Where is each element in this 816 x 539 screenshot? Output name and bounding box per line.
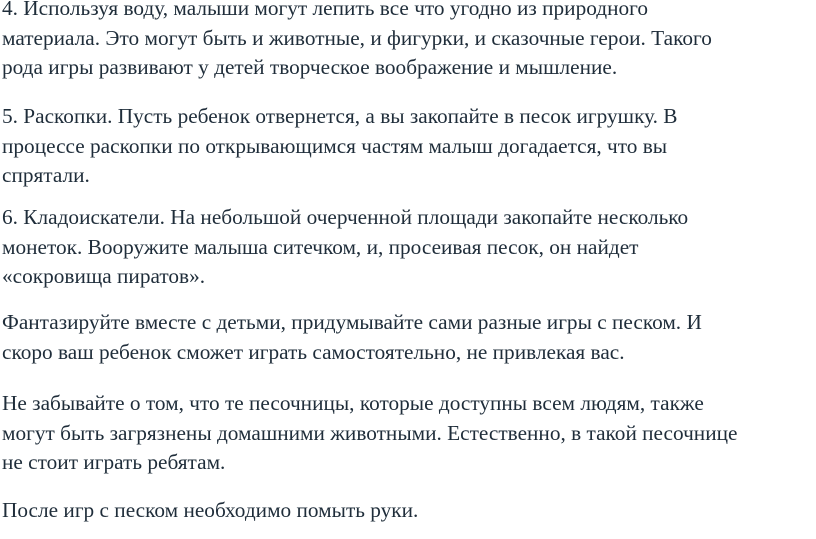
paragraph-line: 6. Кладоискатели. На небольшой очерченной площади закопайте несколько <box>2 205 689 229</box>
paragraph-sandbox-hygiene <box>2 389 737 478</box>
paragraph-treasure-hunters <box>2 203 688 292</box>
paragraph-line: спрятали. <box>2 163 90 187</box>
paragraph-excavations <box>2 102 678 191</box>
paragraph-line: монеток. Вооружите малыша ситечком, и, просеивая песок, он найдет <box>2 234 639 259</box>
paragraph-line: Фантазируйте вместе с детьми, придумывайте сами разные игры с песком. И <box>2 310 702 334</box>
paragraph-line: не стоит играть ребятам. <box>2 450 226 474</box>
paragraph-line: После игр с песком необходимо помыть руки. <box>2 498 419 522</box>
paragraph-line: процессе раскопки по открывающимся частям малыш догадается, что вы <box>2 133 668 158</box>
paragraph-line: 5. Раскопки. Пусть ребенок отвернется, а вы закопайте в песок игрушку. В <box>2 104 678 128</box>
paragraph-wash-hands <box>2 496 418 526</box>
paragraph-line: скоро ваш ребенок сможет играть самостоятельно, не привлекая вас. <box>2 339 625 364</box>
paragraph-line: материала. Это могут быть и животные, и фигурки, и сказочные герои. Такого <box>2 25 712 50</box>
paragraph-line: рода игры развивают у детей творческое воображение и мышление. <box>2 55 618 79</box>
paragraph-line: могут быть загрязнены домашними животными. Естественно, в такой песочнице <box>2 420 738 445</box>
paragraph-line: 4. Используя воду, малыши могут лепить все что угодно из природного <box>2 0 648 20</box>
paragraph-sand-sculpting <box>2 0 712 83</box>
paragraph-line: Не забывайте о том, что те песочницы, которые доступны всем людям, также <box>2 391 704 415</box>
paragraph-line: «сокровища пиратов». <box>2 264 206 288</box>
paragraph-fantasize <box>2 308 702 367</box>
